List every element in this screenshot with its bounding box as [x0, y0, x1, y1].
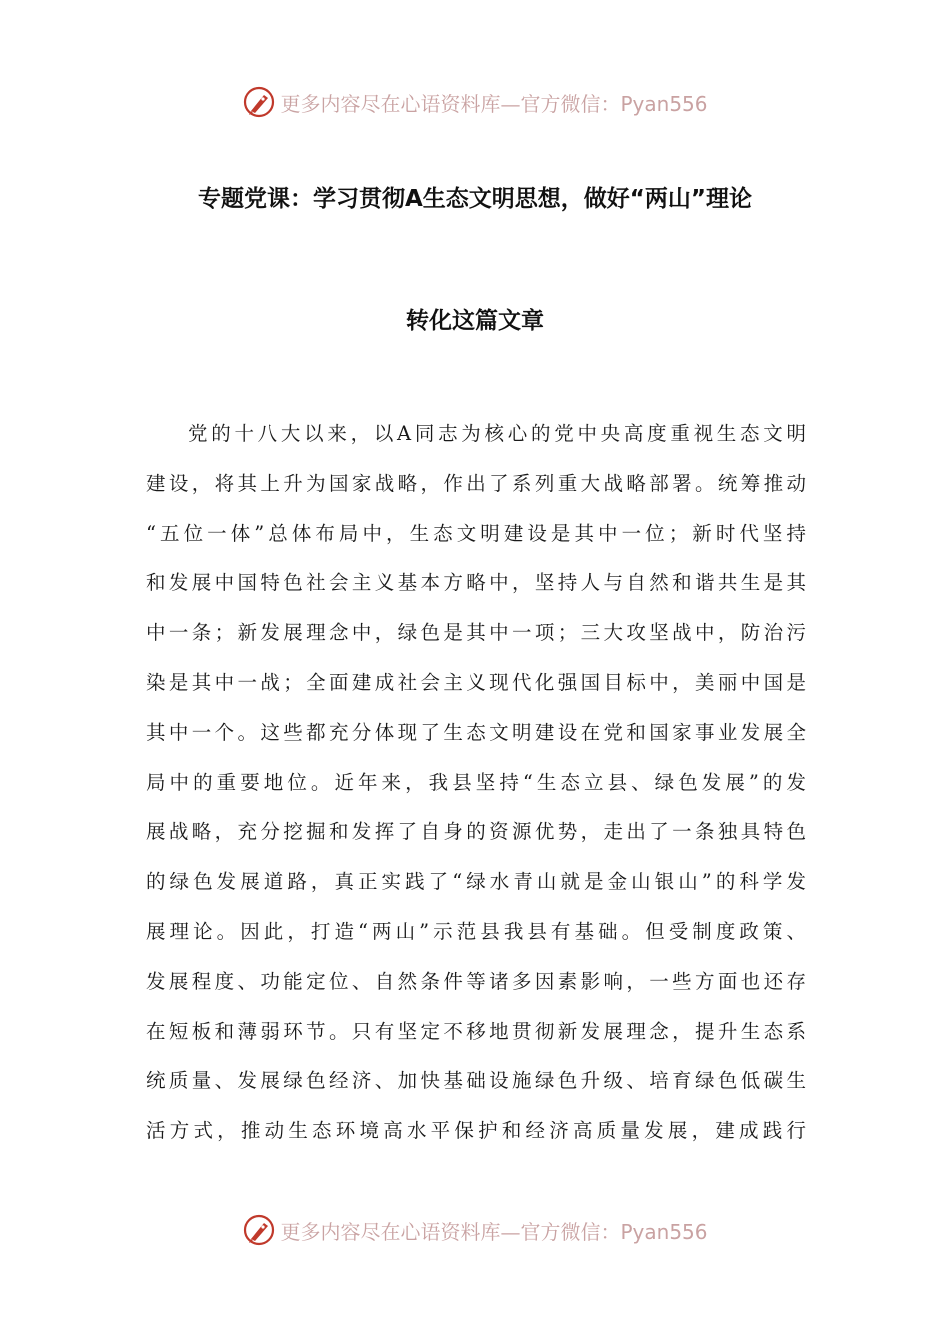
body-line: 党的十八大以来，以A同志为核心的党中央高度重视生态文明 — [188, 422, 806, 445]
footer-banner — [0, 1210, 950, 1250]
body-line: 建设，将其上升为国家战略，作出了系列重大战略部署。统筹推动 — [146, 471, 806, 495]
body-line: 展战略，充分挖掘和发挥了自身的资源优势，走出了一条独具特色 — [146, 820, 806, 844]
body-line: 中一条；新发展理念中，绿色是其中一项；三大攻坚战中，防治污 — [146, 621, 806, 645]
body-line: 展理论。因此，打造“两山”示范县我县有基础。但受制度政策、 — [146, 919, 806, 943]
body-line: 其中一个。这些都充分体现了生态文明建设在党和国家事业发展全 — [146, 720, 806, 744]
document-body — [146, 419, 806, 1166]
body-line: 局中的重要地位。近年来，我县坚持“生态立县、绿色发展”的发 — [146, 770, 806, 794]
document-title-line-1: 专题党课：学习贯彻A生态文明思想，做好“两山”理论 — [197, 186, 753, 212]
body-line: 的绿色发展道路，真正实践了“绿水青山就是金山银山”的科学发 — [146, 870, 806, 894]
document-title-line-2: 转化这篇文章 — [406, 308, 544, 334]
banner-wechat-id: Pyan556 — [620, 91, 708, 116]
banner-promo-text: 更多内容尽在心语资料库—官方微信： — [280, 91, 621, 116]
pen-nib-logo-icon — [242, 85, 276, 119]
pen-nib-logo-icon — [242, 1213, 276, 1247]
banner-text — [280, 1216, 707, 1245]
banner-wechat-id: Pyan556 — [620, 1219, 708, 1244]
body-line: 染是其中一战；全面建成社会主义现代化强国目标中，美丽中国是 — [146, 670, 806, 694]
body-line: 统质量、发展绿色经济、加快基础设施绿色升级、培育绿色低碳生 — [146, 1069, 806, 1093]
banner-text — [280, 88, 707, 117]
banner-promo-text: 更多内容尽在心语资料库—官方微信： — [280, 1219, 621, 1244]
body-line: 发展程度、功能定位、自然条件等诸多因素影响，一些方面也还存 — [146, 969, 806, 993]
body-line: “五位一体”总体布局中，生态文明建设是其中一位；新时代坚持 — [146, 521, 806, 545]
header-banner — [0, 82, 950, 122]
body-line: 在短板和薄弱环节。只有坚定不移地贯彻新发展理念，提升生态系 — [146, 1019, 806, 1043]
body-line: 和发展中国特色社会主义基本方略中，坚持人与自然和谐共生是其 — [146, 571, 806, 595]
body-line: 活方式，推动生态环境高水平保护和经济高质量发展，建成践行 — [146, 1119, 806, 1143]
